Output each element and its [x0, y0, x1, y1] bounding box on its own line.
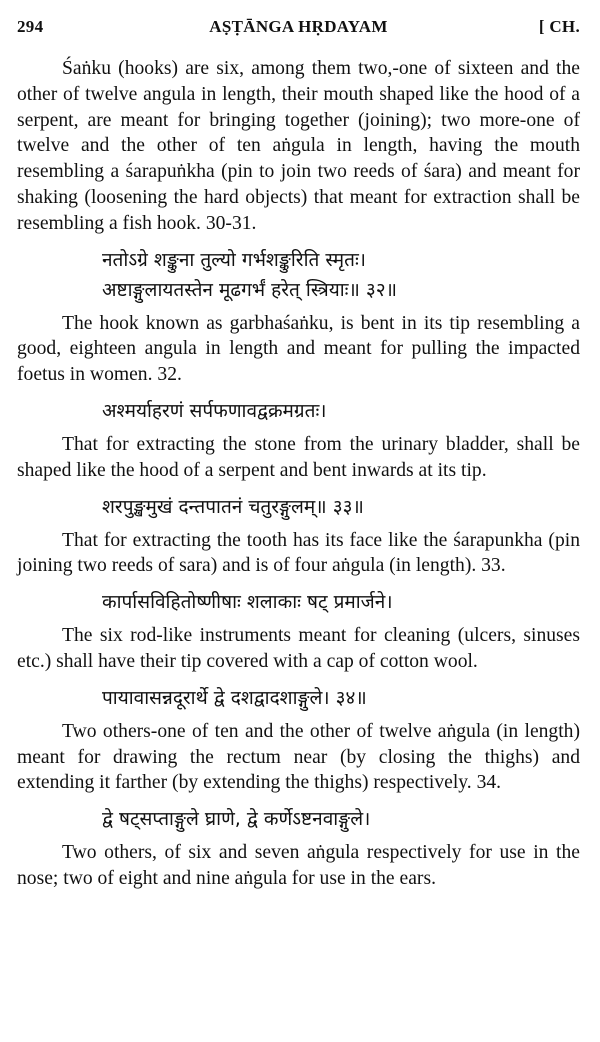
translation-paragraph: The six rod-like instruments meant for cleaning (ulcers, sinuses etc.) shall have their tip covered with a cap of cotton wool.: [17, 625, 580, 672]
sanskrit-verse-line: नतोऽग्रे शङ्कुना तुल्यो गर्भशङ्कुरिति स्मृतः।: [102, 248, 366, 271]
sanskrit-verse-line: शरपुङ्खमुखं दन्तपातनं चतुरङ्गुलम्॥ ३३॥: [102, 495, 364, 518]
translation-paragraph: That for extracting the stone from the urinary bladder, shall be shaped like the hood of a serpent and bent inwards at its tip.: [17, 433, 580, 481]
page-number: 294: [17, 17, 44, 36]
translation-paragraph: Śaṅku (hooks) are six, among them two,-one of sixteen and the other of twelve angula in length, their mouth shaped like the hood of a serpent, are meant for bringing together (joining); two more-one of twelve and the other of ten aṅgula in length, having the mouth resembling a śarapuṅkha (pin to join two reeds of śara) and meant for shaking (loosening the hard objects) that meant for extraction shall be resembling a fish hook. 30-31.: [17, 58, 580, 234]
book-title: AṢṬĀNGA HṚDAYAM: [209, 17, 388, 36]
page-body: [17, 56, 580, 892]
sanskrit-verse-line: कार्पासविहितोष्णीषाः शलाकाः षट् प्रमार्जने।: [102, 591, 393, 614]
translation-paragraph: That for extracting the tooth has its face like the śarapunkha (pin joining two reeds of sara) and is of four aṅgula (in length). 33.: [17, 529, 580, 577]
translation-paragraph: The hook known as garbhaśaṅku, is bent in its tip resembling a good, eighteen angula in length and meant for pulling the impacted foetus in women. 32.: [17, 312, 580, 386]
sanskrit-verse-line: द्वे षट्सप्ताङ्गुले घ्राणे, द्वे कर्णेऽष्टनवाङ्गुले।: [102, 808, 371, 831]
running-header: [17, 17, 580, 41]
sanskrit-verse-line: अश्मर्याहरणं सर्पफणावद्वक्रमग्रतः।: [102, 399, 327, 422]
sanskrit-verse-line: अष्टाङ्गुलायतस्तेन मूढगर्भं हरेत् स्त्रियाः॥ ३२॥: [102, 278, 398, 301]
translation-paragraph: Two others, of six and seven aṅgula respectively for use in the nose; two of eight and nine aṅgula for use in the ears.: [17, 842, 580, 889]
chapter-marker: [ CH.: [538, 17, 580, 36]
translation-paragraph: Two others-one of ten and the other of twelve aṅgula (in length) meant for drawing the rectum near (by closing the thighs) and extending it farther (by extending the thighs) respectively. 34.: [17, 720, 580, 794]
sanskrit-verse-line: पायावासन्नदूरार्थे द्वे दशद्वादशाङ्गुले। ३४॥: [102, 686, 367, 709]
